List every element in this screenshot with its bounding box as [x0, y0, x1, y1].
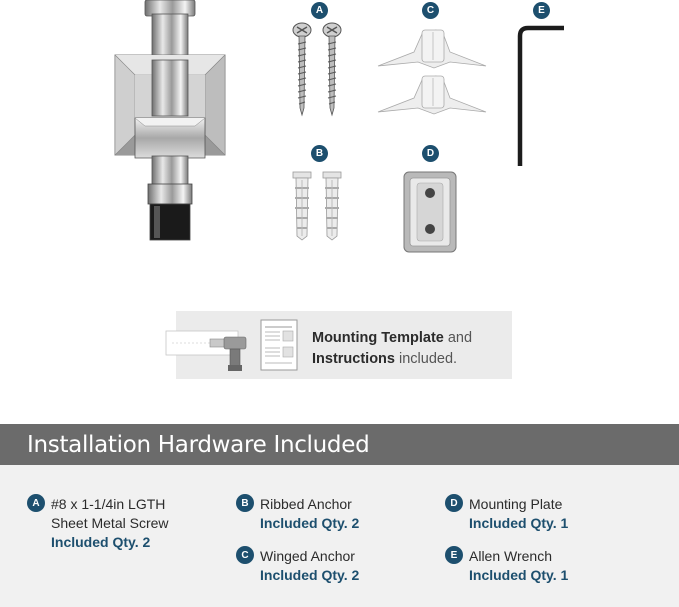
hardware-badge-e: E	[445, 546, 463, 564]
hardware-name-a-line1: #8 x 1-1/4in LGTH	[51, 496, 166, 512]
installation-title: Installation Hardware Included	[27, 432, 370, 458]
hardware-name-e: Allen Wrench	[469, 548, 553, 564]
badge-a: A	[311, 2, 328, 19]
screw-icon	[288, 22, 350, 117]
hardware-qty-d: Included Qty. 1	[469, 515, 569, 531]
allen-wrench-icon	[512, 24, 568, 168]
ribbed-anchor-icon	[289, 170, 351, 242]
hardware-badge-a: A	[27, 494, 45, 512]
instructions-document-icon	[260, 319, 298, 371]
hardware-name-b: Ribbed Anchor	[260, 496, 352, 512]
winged-anchor-icon	[374, 22, 490, 120]
template-bold-2: Instructions	[312, 351, 395, 367]
hardware-name-a-line2: Sheet Metal Screw	[51, 515, 169, 531]
hardware-badge-c: C	[236, 546, 254, 564]
installation-header	[0, 424, 679, 465]
robe-hook-image	[110, 0, 230, 245]
badge-c: C	[422, 2, 439, 19]
hardware-qty-a: Included Qty. 2	[51, 534, 151, 550]
badge-b: B	[311, 145, 328, 162]
template-text-2: included.	[394, 351, 458, 367]
installation-hardware-list	[0, 465, 679, 607]
mounting-template-box	[176, 311, 512, 379]
hardware-name-c: Winged Anchor	[260, 548, 355, 564]
hardware-badge-b: B	[236, 494, 254, 512]
template-text-1: and	[443, 330, 473, 346]
hardware-qty-c: Included Qty. 2	[260, 567, 360, 583]
hardware-name-d: Mounting Plate	[469, 496, 563, 512]
hardware-qty-e: Included Qty. 1	[469, 567, 569, 583]
badge-d: D	[422, 145, 439, 162]
mounting-plate-icon	[403, 171, 457, 253]
hardware-badge-d: D	[445, 494, 463, 512]
template-bold-1: Mounting Template	[312, 330, 444, 346]
drill-template-icon	[164, 327, 256, 373]
hardware-qty-b: Included Qty. 2	[260, 515, 360, 531]
badge-e: E	[533, 2, 550, 19]
template-caption	[312, 328, 508, 370]
